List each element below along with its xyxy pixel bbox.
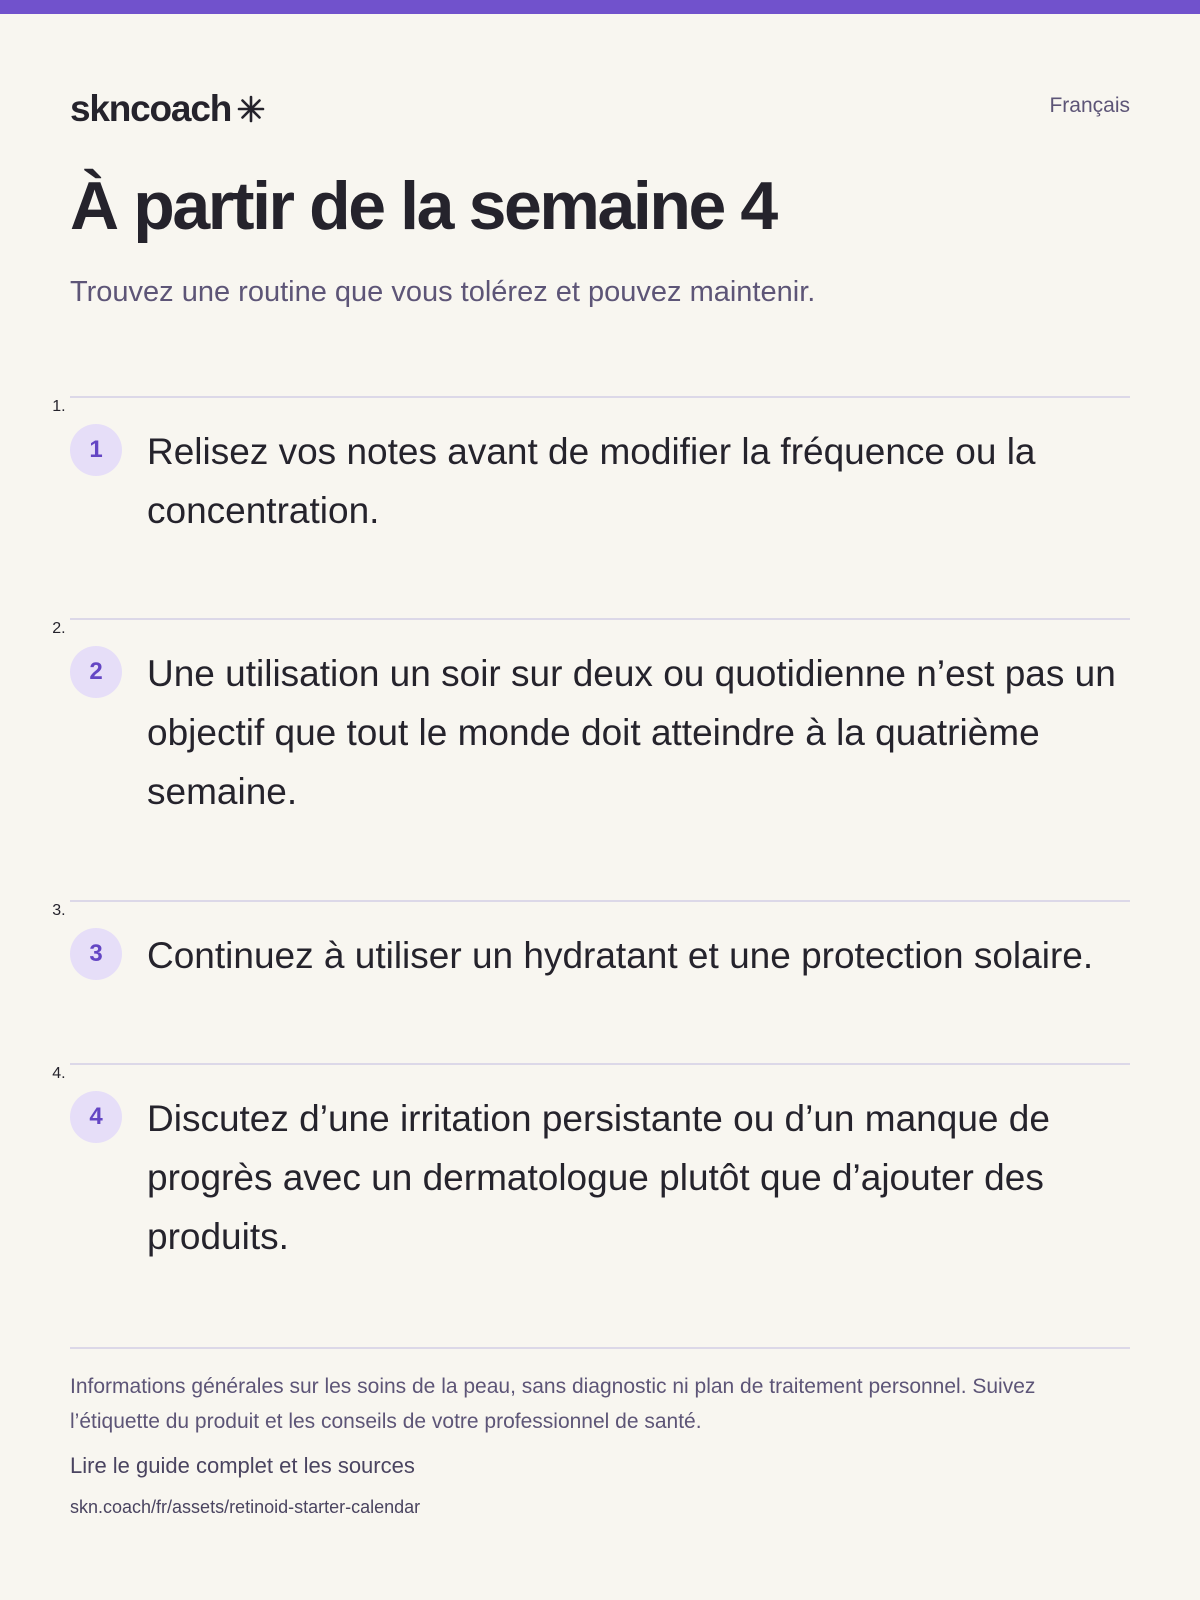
step-text: Continuez à utiliser un hydratant et une protection solaire. [147, 935, 1094, 976]
step-text: Relisez vos notes avant de modifier la fréquence ou la concentration. [147, 431, 1036, 531]
brand-logo[interactable] [70, 88, 265, 130]
asterisk-icon [237, 95, 265, 123]
page [70, 0, 1130, 1600]
steps-list [70, 396, 1130, 1348]
step-number-badge: 1. 1 [70, 424, 122, 476]
page-subtitle: Trouvez une routine que vous tolérez et pouvez maintenir. [70, 276, 816, 308]
footer [70, 1347, 1130, 1519]
header [70, 84, 1130, 134]
step-number-badge: 4. 4 [70, 1091, 122, 1143]
brand-name: skncoach [70, 88, 232, 129]
step-item [70, 618, 1130, 900]
step-number-badge: 3. 3 [70, 928, 122, 980]
step-number-badge: 2. 2 [70, 646, 122, 698]
step-text: Discutez d’une irritation persistante ou d’un manque de progrès avec un dermatologue plutôt que d’ajouter des produits. [147, 1098, 1050, 1257]
step-item [70, 1063, 1130, 1348]
language-link[interactable]: Français [1049, 94, 1130, 117]
step-item [70, 900, 1130, 1063]
step-item [70, 396, 1130, 618]
disclaimer-text: Informations générales sur les soins de la peau, sans diagnostic ni plan de traitement personnel. Suivez l’étiquette du produit et les conseils de votre professionnel de santé. [70, 1375, 1036, 1433]
source-url: skn.coach/fr/assets/retinoid-starter-calendar [70, 1497, 421, 1517]
step-text: Une utilisation un soir sur deux ou quotidienne n’est pas un objectif que tout le monde doit atteindre à la quatrième semaine. [147, 653, 1116, 812]
full-guide-link[interactable]: Lire le guide complet et les sources [70, 1453, 415, 1478]
page-title: À partir de la semaine 4 [70, 168, 776, 244]
